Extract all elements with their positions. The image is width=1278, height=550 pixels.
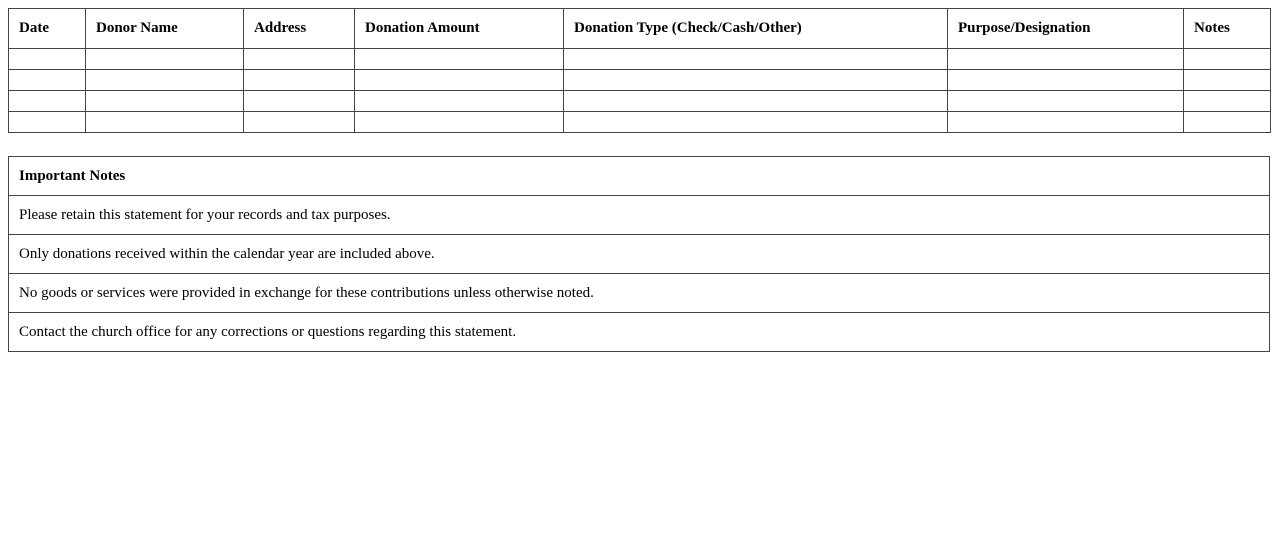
table-cell: [564, 49, 948, 70]
table-cell: [244, 112, 355, 133]
important-notes-table: [8, 156, 1270, 352]
note-item: Contact the church office for any corrections or questions regarding this statement.: [9, 313, 1270, 352]
table-cell: [564, 70, 948, 91]
table-cell: [244, 70, 355, 91]
table-cell: [86, 91, 244, 112]
table-cell: [1184, 112, 1271, 133]
table-cell: [9, 112, 86, 133]
table-cell: [244, 91, 355, 112]
note-item: Only donations received within the calendar year are included above.: [9, 235, 1270, 274]
notes-title: Important Notes: [9, 157, 1270, 196]
header-address: Address: [244, 9, 355, 49]
table-cell: [86, 49, 244, 70]
header-notes: Notes: [1184, 9, 1271, 49]
table-cell: [9, 70, 86, 91]
table-cell: [564, 112, 948, 133]
header-date: Date: [9, 9, 86, 49]
table-row: [9, 91, 1271, 112]
table-header-row: [9, 9, 1271, 49]
table-cell: [948, 49, 1184, 70]
table-row: [9, 70, 1271, 91]
table-cell: [1184, 49, 1271, 70]
note-item: No goods or services were provided in exchange for these contributions unless otherwise noted.: [9, 274, 1270, 313]
table-cell: [948, 70, 1184, 91]
table-cell: [244, 49, 355, 70]
table-cell: [948, 91, 1184, 112]
table-cell: [355, 70, 564, 91]
note-item: Please retain this statement for your records and tax purposes.: [9, 196, 1270, 235]
table-body: [9, 49, 1271, 133]
header-donor-name: Donor Name: [86, 9, 244, 49]
table-cell: [355, 91, 564, 112]
table-row: [9, 49, 1271, 70]
table-cell: [355, 112, 564, 133]
table-cell: [9, 49, 86, 70]
table-cell: [9, 91, 86, 112]
table-cell: [1184, 91, 1271, 112]
header-donation-type: Donation Type (Check/Cash/Other): [564, 9, 948, 49]
table-cell: [355, 49, 564, 70]
table-cell: [86, 112, 244, 133]
table-cell: [948, 112, 1184, 133]
table-row: [9, 112, 1271, 133]
table-cell: [564, 91, 948, 112]
table-cell: [1184, 70, 1271, 91]
header-donation-amount: Donation Amount: [355, 9, 564, 49]
donation-log-table: [8, 8, 1271, 133]
header-purpose: Purpose/Designation: [948, 9, 1184, 49]
table-cell: [86, 70, 244, 91]
